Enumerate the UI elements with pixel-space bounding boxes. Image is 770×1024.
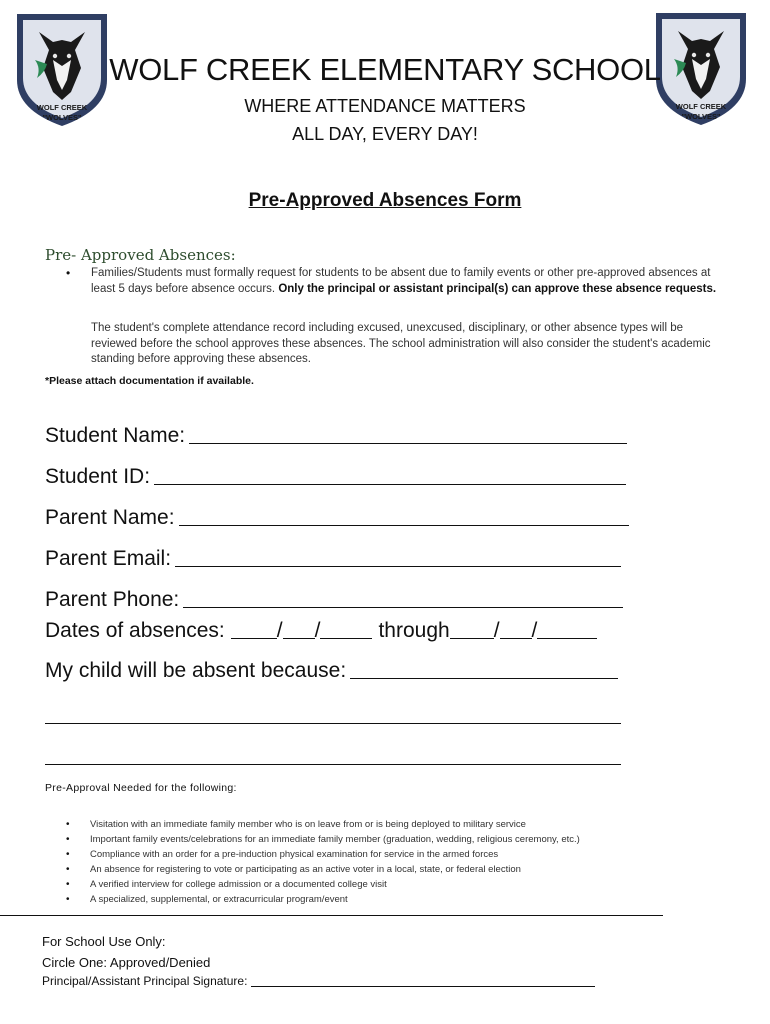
start-year-line[interactable] <box>320 637 372 639</box>
policy-paragraph: The student's complete attendance record including excused, unexcused, disciplinary, or other absence types will be reviewed before the school approves these absences. The school administration will also consider the student's academic standing before approving these absences. <box>91 322 711 365</box>
parent-phone-field[interactable] <box>45 588 623 612</box>
list-item: • Compliance with an order for a pre-induction physical examination for service in the armed forces <box>66 849 499 860</box>
reason-line[interactable] <box>350 677 618 679</box>
reason-label: My child will be absent because: <box>45 659 347 682</box>
logo-text-1: WOLF CREEK <box>36 103 88 112</box>
logo-text-2: "WOLVES" <box>42 113 82 122</box>
divider <box>0 915 663 916</box>
reason-field[interactable] <box>45 659 618 683</box>
start-month-line[interactable] <box>231 637 277 639</box>
signature-line[interactable] <box>251 985 595 987</box>
bullet-text: Families/Students must formally request for students to be absent due to family events or other pre-approved absences at least 5 days before absence occurs. <box>91 267 711 295</box>
parent-email-label: Parent Email: <box>45 547 172 570</box>
student-name-label: Student Name: <box>45 424 186 447</box>
school-name: WOLF CREEK ELEMENTARY SCHOOL <box>109 52 661 87</box>
parent-name-field[interactable] <box>45 506 629 530</box>
reason-line-2[interactable] <box>45 723 621 724</box>
student-name-field[interactable] <box>45 424 627 448</box>
tagline-line-2: ALL DAY, EVERY DAY! <box>292 124 478 144</box>
circle-one-text: Circle One: Approved/Denied <box>42 955 211 970</box>
dates-label: Dates of absences: <box>45 619 225 642</box>
student-id-field[interactable] <box>45 465 626 489</box>
signature-field[interactable] <box>42 974 595 988</box>
parent-name-label: Parent Name: <box>45 506 175 529</box>
student-name-line[interactable] <box>189 442 627 444</box>
list-item: • A verified interview for college admission or a documented college visit <box>66 879 387 890</box>
through-label: through <box>378 619 450 642</box>
documentation-note: *Please attach documentation if available. <box>45 375 254 387</box>
bullet-paragraph <box>91 266 721 297</box>
office-use-heading: For School Use Only: <box>42 934 166 949</box>
section-heading: Pre- Approved Absences: <box>45 246 236 264</box>
end-day-line[interactable] <box>500 637 532 639</box>
list-item: • Visitation with an immediate family member who is on leave from or is being deployed to military service <box>66 819 526 830</box>
parent-phone-line[interactable] <box>183 606 623 608</box>
student-id-line[interactable] <box>154 483 626 485</box>
list-item: • An absence for registering to vote or participating as an active voter in a local, state, or federal election <box>66 864 521 875</box>
reason-line-3[interactable] <box>45 764 621 765</box>
parent-name-line[interactable] <box>179 524 629 526</box>
student-id-label: Student ID: <box>45 465 151 488</box>
bullet-dot: • <box>66 266 71 280</box>
signature-label: Principal/Assistant Principal Signature: <box>42 974 248 988</box>
parent-email-line[interactable] <box>175 565 621 567</box>
end-month-line[interactable] <box>450 637 494 639</box>
end-year-line[interactable] <box>537 637 597 639</box>
svg-text:WOLF CREEK: WOLF CREEK <box>675 102 727 111</box>
list-item: • A specialized, supplemental, or extracurricular program/event <box>66 894 348 905</box>
tagline-line-1: WHERE ATTENDANCE MATTERS <box>244 96 526 116</box>
dates-of-absences-field[interactable]: Dates of absences: / / through / / <box>45 619 597 643</box>
svg-text:"WOLVES": "WOLVES" <box>681 112 721 121</box>
start-day-line[interactable] <box>283 637 315 639</box>
parent-phone-label: Parent Phone: <box>45 588 180 611</box>
form-title: Pre-Approved Absences Form <box>248 190 522 211</box>
preapproval-heading: Pre-Approval Needed for the following: <box>45 782 237 794</box>
parent-email-field[interactable] <box>45 547 621 571</box>
list-item: • Important family events/celebrations for an immediate family member (graduation, wedding, religious ceremony, etc.) <box>66 834 580 845</box>
bullet-bold-text: Only the principal or assistant principal(s) can approve these absence requests. <box>278 282 717 295</box>
